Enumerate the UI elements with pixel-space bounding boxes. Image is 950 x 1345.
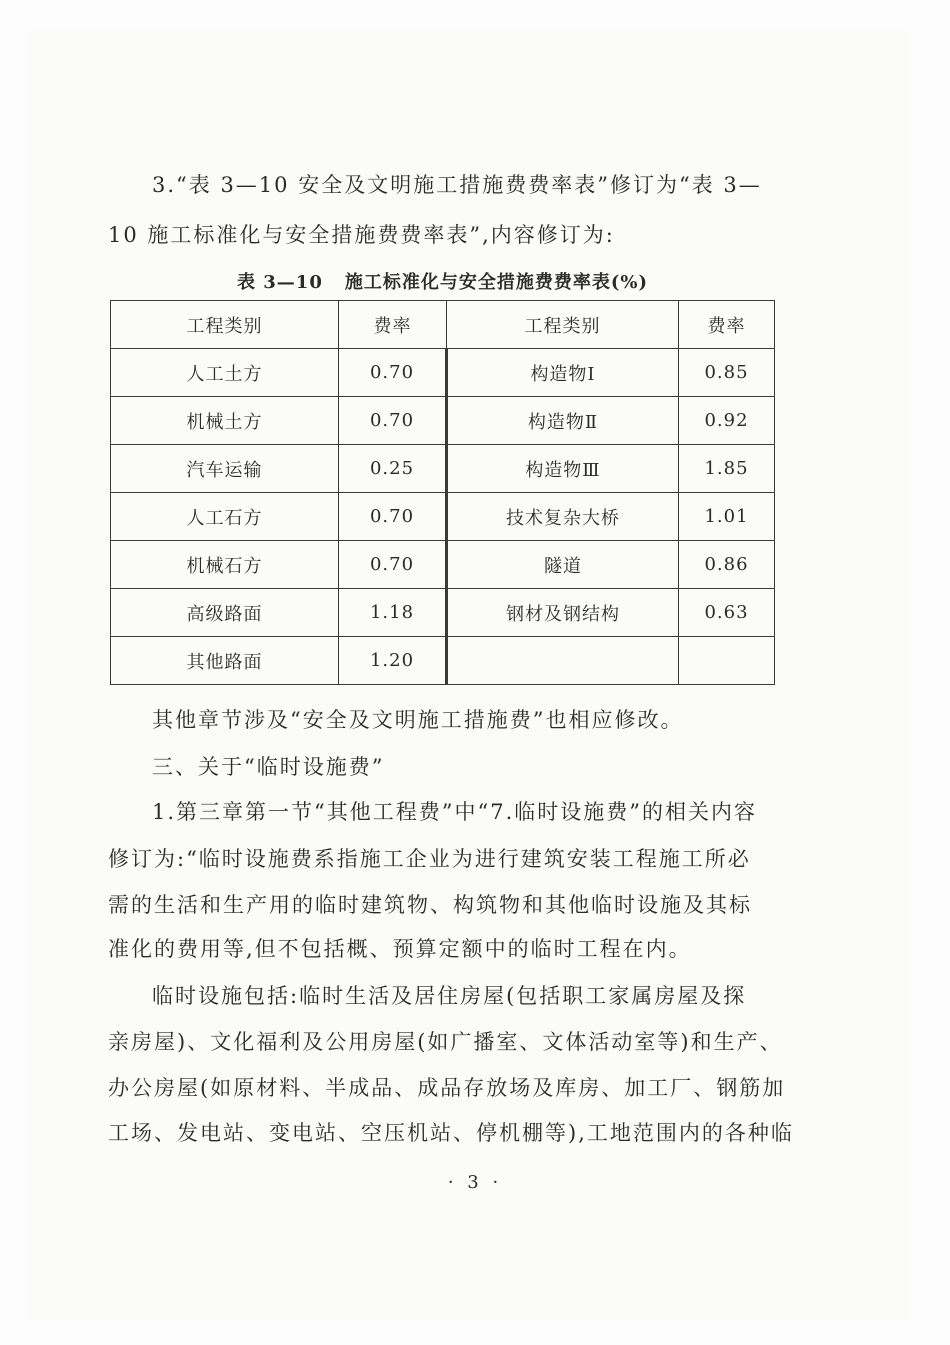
table-cell: 钢材及钢结构 (447, 589, 679, 637)
table-caption (110, 268, 775, 294)
table-cell: 0.86 (679, 541, 775, 589)
paragraph-item1-line1: 1.第三章第一节“其他工程费”中“7.临时设施费”的相关内容 (152, 800, 758, 824)
table-cell: 0.70 (339, 349, 447, 397)
paragraph-facilities-line3: 办公房屋(如原材料、半成品、成品存放场及库房、加工厂、钢筋加 (108, 1076, 786, 1100)
table-cell: 1.01 (679, 493, 775, 541)
header-rate-right: 费率 (679, 301, 775, 349)
table-row (111, 445, 775, 493)
section-heading-temporary-facilities: 三、关于“临时设施费” (152, 755, 385, 779)
table-cell: 构造物Ⅲ (447, 445, 679, 493)
table-cell: 0.70 (339, 493, 447, 541)
table-caption-number: 表 3—10 (237, 272, 323, 293)
paragraph-facilities-line1: 临时设施包括:临时生活及居住房屋(包括职工家属房屋及探 (152, 984, 747, 1008)
table-cell: 人工土方 (111, 349, 339, 397)
table-header-row (111, 301, 775, 349)
table-cell: 机械土方 (111, 397, 339, 445)
table-cell: 隧道 (447, 541, 679, 589)
table-caption-title: 施工标准化与安全措施费费率表(%) (344, 272, 648, 293)
paragraph-item1-line4: 准化的费用等,但不包括概、预算定额中的临时工程在内。 (108, 937, 692, 961)
table-cell: 技术复杂大桥 (447, 493, 679, 541)
table-row (111, 493, 775, 541)
header-category-left: 工程类别 (111, 301, 339, 349)
table-cell: 0.70 (339, 397, 447, 445)
table-cell: 0.25 (339, 445, 447, 493)
table-cell: 0.63 (679, 589, 775, 637)
table-cell: 其他路面 (111, 637, 339, 685)
paragraph-item3-line1: 3.“表 3—10 安全及文明施工措施费费率表”修订为“表 3— (152, 173, 762, 197)
paragraph-item3-line2: 10 施工标准化与安全措施费费率表”,内容修订为: (108, 223, 615, 247)
table-cell: 机械石方 (111, 541, 339, 589)
page-number: · 3 · (447, 1172, 503, 1193)
paragraph-facilities-line2: 亲房屋)、文化福利及公用房屋(如广播室、文体活动室等)和生产、 (108, 1030, 783, 1054)
table-cell: 1.20 (339, 637, 447, 685)
table-cell (679, 637, 775, 685)
header-category-right: 工程类别 (447, 301, 679, 349)
table-cell: 0.85 (679, 349, 775, 397)
rate-table (110, 300, 775, 685)
table-row (111, 349, 775, 397)
paragraph-other-chapters: 其他章节涉及“安全及文明施工措施费”也相应修改。 (152, 708, 684, 732)
paragraph-item1-line2: 修订为:“临时设施费系指施工企业为进行建筑安装工程施工所必 (108, 847, 751, 871)
table-cell: 人工石方 (111, 493, 339, 541)
table-cell: 0.92 (679, 397, 775, 445)
table-cell: 构造物Ⅰ (447, 349, 679, 397)
table-row (111, 637, 775, 685)
header-rate-left: 费率 (339, 301, 447, 349)
table-row (111, 541, 775, 589)
table-cell: 构造物Ⅱ (447, 397, 679, 445)
table-cell: 1.18 (339, 589, 447, 637)
paragraph-item1-line3: 需的生活和生产用的临时建筑物、构筑物和其他临时设施及其标 (108, 893, 752, 917)
table-row (111, 397, 775, 445)
table-cell: 高级路面 (111, 589, 339, 637)
table-cell: 1.85 (679, 445, 775, 493)
paragraph-facilities-line4: 工场、发电站、变电站、空压机站、停机棚等),工地范围内的各种临 (108, 1121, 794, 1145)
table-cell (447, 637, 679, 685)
table-row (111, 589, 775, 637)
table-cell: 汽车运输 (111, 445, 339, 493)
table-cell: 0.70 (339, 541, 447, 589)
